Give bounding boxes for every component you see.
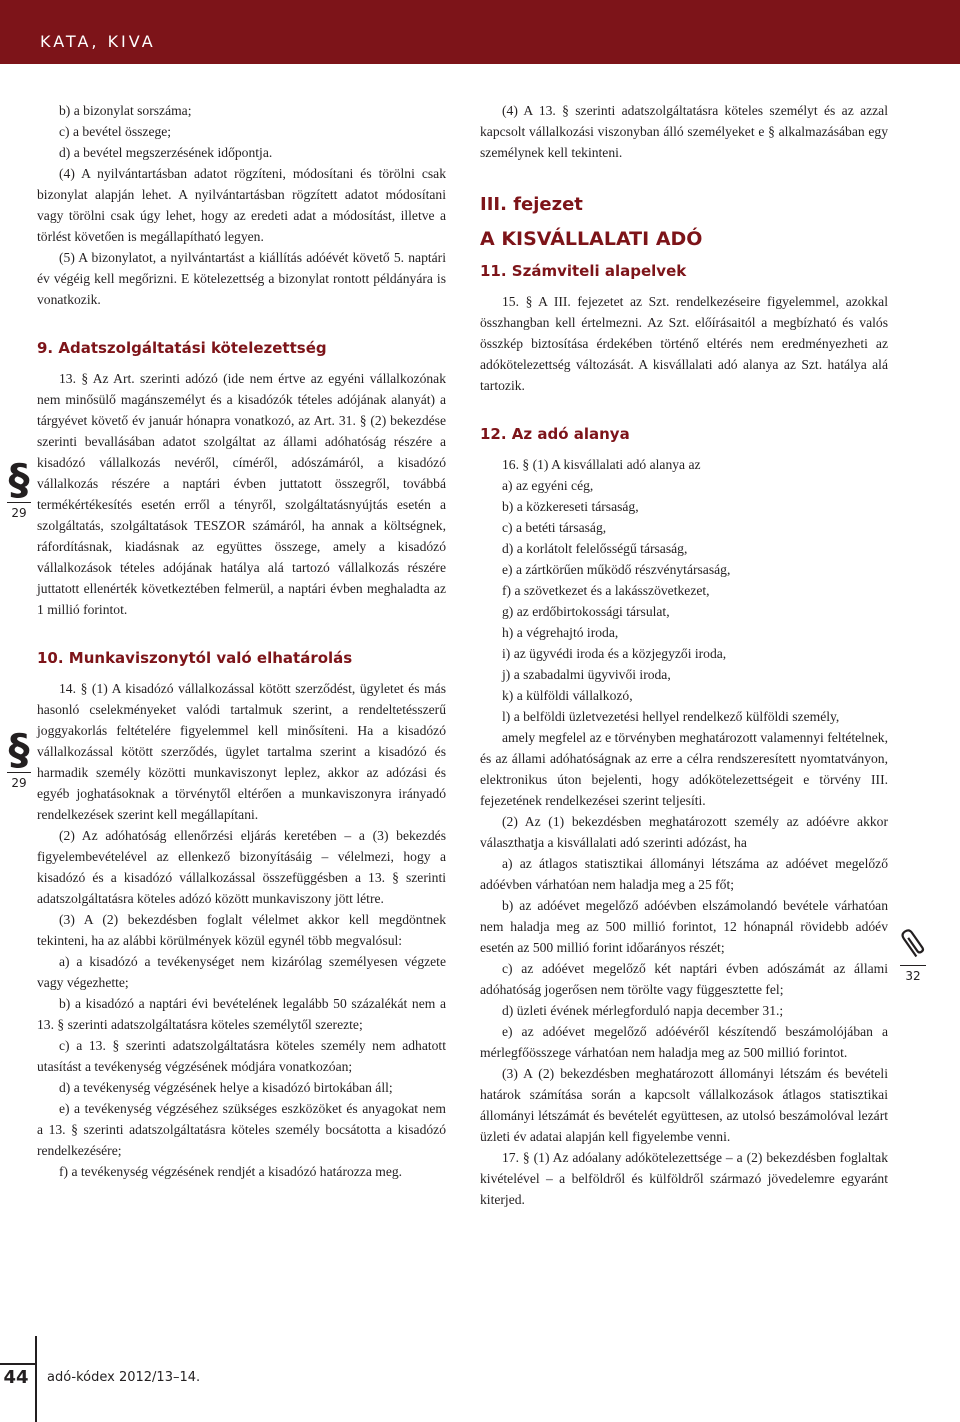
footer-publication: adó-kódex 2012/13–14. xyxy=(47,1370,201,1385)
right-column xyxy=(480,100,888,1210)
paragraph: (2) Az (1) bekezdésben meghatározott személy az adóévre akkor választhatja a kisvállalati adó szerinti adózást, ha xyxy=(480,814,888,850)
list-item: e) az adóévet megelőző adóévéről készítendő beszámolójában a mérlegfőösszege várhatóan nem haladja meg az 500 millió forintot. xyxy=(480,1024,888,1060)
paragraph: amely megfelel az e törvényben meghatározott valamennyi feltételnek, és az állami adóhatóságnak az erre a célra rendszeresített nyomtatványon, elektronikus úton bejelenti, hogy adókötelezettségeit e törvény III. fejezetének rendelkezései szerint teljesíti. xyxy=(480,730,888,808)
list-item: l) a belföldi üzletvezetési hellyel rendelkező külföldi személy, xyxy=(502,709,840,724)
paragraph: b) a bizonylat sorszáma; xyxy=(59,103,192,118)
paragraph: 14. § (1) A kisadózó vállalkozással kötött szerződést, ügyletet és más hasonló cselekményeket valódi tartalmuk szerint, a rendeltetésszerű joggyakorlás feltételére figyelemmel kell minősíteni. Ha a kisadózó vállalkozással kötött szerződés, ügylet tartalma szerint a kisadózó és harmadik személy közötti munkaviszonyt leplez, akkor az adózási és egyéb joghatásoknak a törvénytől eltérően a munkaviszonyra irányadó rendelkezések szerint kell megállapítani. xyxy=(37,681,446,822)
paragraph: 15. § A III. fejezetet az Szt. rendelkezéseire figyelemmel, azokkal összhangban kell értelmezni. Az Szt. előírásaitól a megbízható és valós összkép biztosítása érdekében történő eltérés nem eredményezheti az adókötelezettség változását. A kisvállalati adó alanya az Szt. hatálya alá tartozik. xyxy=(480,294,888,393)
section-heading-10: 10. Munkaviszonytól való elhatárolás xyxy=(37,649,353,667)
section-heading-11: 11. Számviteli alapelvek xyxy=(480,262,687,280)
paragraph: 16. § (1) A kisvállalati adó alanya az xyxy=(502,457,701,472)
section-heading-12: 12. Az adó alanya xyxy=(480,425,630,443)
paragraph: (3) A (2) bekezdésben meghatározott állományi létszám és bevételi határok számítása során a kapcsolt vállalkozások átlagos statisztikai állományi létszámát és bevételét együttesen, az utolsó beszámolóval lezárt üzleti év adatai alapján kell figyelembe venni. xyxy=(480,1066,888,1144)
list-item: g) az erdőbirtokossági társulat, xyxy=(502,604,670,619)
paperclip-icon xyxy=(900,926,926,960)
section-marker-29-second xyxy=(5,725,33,791)
list-item: c) az adóévet megelőző két naptári évben adószámát az állami adóhatóság jogerősen nem törölte vagy függesztette fel; xyxy=(480,961,888,997)
paragraph-sign-icon: § xyxy=(8,455,30,504)
section-marker-29 xyxy=(5,455,33,521)
footer-rule-vertical xyxy=(35,1336,37,1422)
list-item: f) a szövetkezet és a lakásszövetkezet, xyxy=(502,583,710,598)
list-item: k) a külföldi vállalkozó, xyxy=(502,688,633,703)
list-item: c) a betéti társaság, xyxy=(502,520,607,535)
paragraph: 17. § (1) Az adóalany adókötelezettsége – a (2) bekezdésben foglaltak kivételével – a belföldről és külföldről származó jövedelemre egyaránt kiterjed. xyxy=(480,1150,888,1207)
clip-marker-32 xyxy=(898,926,928,984)
marker-number: 32 xyxy=(900,965,926,984)
marker-number: 29 xyxy=(7,772,31,791)
list-item: b) az adóévet megelőző adóévben elszámolandó bevétele várhatóan nem haladja meg az 500 millió forintot, 12 hónapnál rövidebb adóév esetén az 500 millió forint időarányos részét; xyxy=(480,898,888,955)
left-column xyxy=(37,100,446,1182)
paragraph: (2) Az adóhatóság ellenőrzési eljárás keretében – a (3) bekezdés figyelembevételével az ellenkező bizonyításáig – vélelmezi, hogy a kisadózó és a kisadózó vállalkozással összefüggésben a 13. § szerinti adatszolgáltatásra köteles adózó között munkaviszony jött létre. xyxy=(37,828,446,906)
chapter-heading: III. fejezet xyxy=(480,194,583,215)
paragraph: d) a bevétel megszerzésének időpontja. xyxy=(59,145,273,160)
list-item: d) a tevékenység végzésének helye a kisadózó birtokában áll; xyxy=(59,1080,393,1095)
paragraph: 13. § Az Art. szerinti adózó (ide nem értve az egyéni vállalkozónak nem minősülő magánszemélyt és a kisadózók tételes adójának alanyát) a tárgyévet követő év január hónapra vonatkozó, az Art. 31. § (2) bekezdése szerinti bevallásában adatot szolgáltat az állami adóhatóság részére a kisadózó vállalkozás nevéről, címéről, adószámáról, a kisadózó vállalkozás részére a naptári évben juttatott összegről, továbbá termékértékesítés esetén erről a tényről, szolgáltatásnyújtás esetén a szolgáltatás, szolgáltatások TESZOR számáról, ha annak a költségnek, ráfordításnak, kiadásnak az együttes összege, amely a kisadózó vállalkozások tételes adójának hatálya alá tartozó vállalkozás részére juttatott ellenérték következtében felmerül, a naptári évben meghaladta az 1 millió forintot. xyxy=(37,371,446,617)
paragraph: (4) A 13. § szerinti adatszolgáltatásra köteles személyt és az azzal kapcsolt vállalkozási viszonyban álló személyeket e § alkalmazásában egy személynek kell tekinteni. xyxy=(480,103,888,160)
list-item: b) a kisadózó a naptári évi bevételének legalább 50 százalékát nem a 13. § szerinti adatszolgáltatásra köteles személytől szerezte; xyxy=(37,996,446,1032)
page-number: 44 xyxy=(3,1367,29,1388)
paragraph: (5) A bizonylatot, a nyilvántartást a kiállítás adóévét követő 5. naptári év végéig kell megőrizni. E kötelezettség a bizonylat rontott példányára is vonatkozik. xyxy=(37,250,446,307)
list-item: d) a korlátolt felelősségű társaság, xyxy=(502,541,688,556)
marker-number: 29 xyxy=(7,502,31,521)
list-item: a) a kisadózó a tevékenységet nem kizárólag személyesen végzete vagy végezhette; xyxy=(37,954,446,990)
list-item: i) az ügyvédi iroda és a közjegyzői iroda, xyxy=(502,646,727,661)
chapter-title: A KISVÁLLALATI ADÓ xyxy=(480,228,703,250)
list-item: f) a tevékenység végzésének rendjét a kisadózó határozza meg. xyxy=(59,1164,403,1179)
list-item: j) a szabadalmi ügyvivői iroda, xyxy=(502,667,671,682)
paragraph: (4) A nyilvántartásban adatot rögzíteni, módosítani és törölni csak bizonylat alapján lehet. A nyilvántartásban rögzített adatot módosítani vagy törölni csak úgy lehet, hogy az eredeti adat a módosítást, illetve a törlést követően is megállapítható legyen. xyxy=(37,166,446,244)
list-item: h) a végrehajtó iroda, xyxy=(502,625,619,640)
list-item: a) az átlagos statisztikai állományi létszáma az adóévet megelőző adóévben várhatóan nem haladja meg a 25 főt; xyxy=(480,856,888,892)
list-item: e) a zártkörűen működő részvénytársaság, xyxy=(502,562,731,577)
list-item: d) üzleti évének mérlegforduló napja december 31.; xyxy=(502,1003,784,1018)
paragraph: c) a bevétel összege; xyxy=(59,124,172,139)
section-heading-9: 9. Adatszolgáltatási kötelezettség xyxy=(37,339,327,357)
paragraph-sign-icon: § xyxy=(8,725,30,774)
list-item: e) a tevékenység végzéséhez szükséges eszközöket és anyagokat nem a 13. § szerinti adatszolgáltatásra köteles személy bocsátotta a kisadózó rendelkezésére; xyxy=(37,1101,446,1158)
list-item: c) a 13. § szerinti adatszolgáltatásra köteles személy nem adhatott utasítást a tevékenység végzésének módjára vonatkozóan; xyxy=(37,1038,446,1074)
list-item: b) a közkereseti társaság, xyxy=(502,499,639,514)
footer-rule xyxy=(0,1363,36,1365)
paragraph: (3) A (2) bekezdésben foglalt vélelmet akkor kell megdöntnek tekinteni, ha az alábbi körülmények közül egynél több megvalósul: xyxy=(37,912,446,948)
list-item: a) az egyéni cég, xyxy=(502,478,594,493)
section-header-title: KATA, KIVA xyxy=(40,32,156,51)
